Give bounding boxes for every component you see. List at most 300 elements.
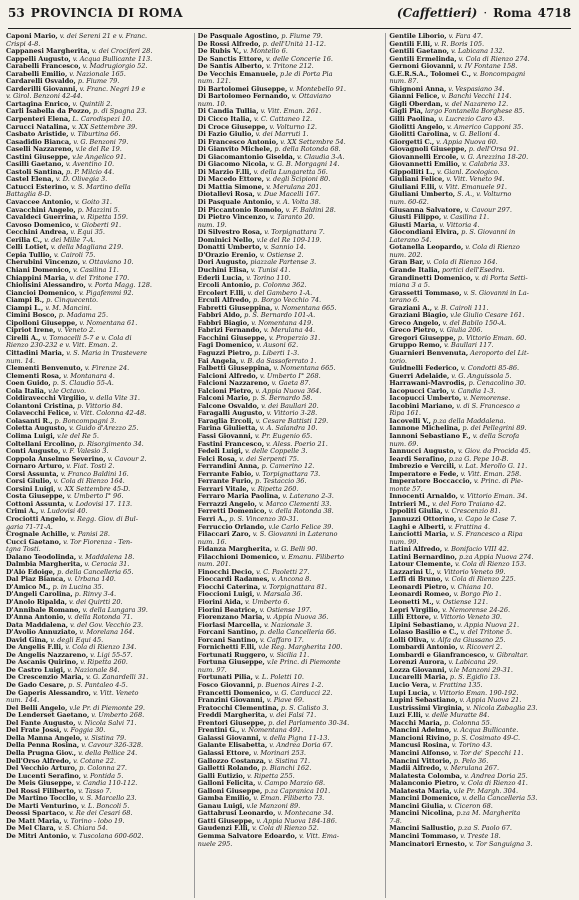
entry-address: num. 99. bbox=[389, 538, 419, 546]
directory-entry bbox=[389, 327, 573, 335]
directory-entry bbox=[389, 161, 573, 169]
entry-name: D'Orazio Erenio, bbox=[197, 251, 258, 259]
directory-entry bbox=[6, 267, 190, 275]
entry-address: v. Cola di Rienzo bbox=[465, 244, 520, 252]
entry-address: p.za M. Margherita bbox=[456, 810, 521, 818]
directory-entry bbox=[389, 705, 573, 713]
directory-entry bbox=[6, 131, 190, 139]
entry-address: p. in Lucina 35. bbox=[52, 583, 104, 591]
entry-name: Crociotti Angelo, bbox=[6, 516, 68, 523]
directory-entry bbox=[198, 259, 382, 267]
entry-name: Guerri Adelaide, bbox=[389, 372, 450, 380]
directory-entry bbox=[6, 124, 190, 132]
directory-entry bbox=[6, 508, 190, 516]
entry-name: Coltellani Ercolino, bbox=[6, 440, 77, 448]
entry-address: p. di Spagna 23. bbox=[93, 108, 147, 116]
entry-name: Ferraro Maria Paolina, bbox=[197, 493, 281, 501]
directory-entry bbox=[198, 41, 382, 49]
entry-name: Giuliani F.lli, bbox=[389, 183, 437, 191]
directory-entry bbox=[6, 795, 190, 803]
entry-address: v. Nomentana 665. bbox=[274, 304, 337, 312]
directory-entry bbox=[198, 773, 382, 781]
entry-address: v. Gibraltar. bbox=[489, 651, 529, 659]
entry-address: p. del Parlamento 30-34. bbox=[268, 719, 350, 727]
entry-address: v. Vespasiano 34. bbox=[448, 85, 505, 93]
directory-entry bbox=[6, 546, 190, 554]
entry-name: Gregori Giuseppe, bbox=[389, 334, 456, 342]
entry-name: D'Avolio Annuziato, bbox=[6, 629, 78, 637]
entry-address: v. Nomentana 61. bbox=[79, 319, 138, 327]
entry-address: largo Fontanella Borghese 85. bbox=[424, 108, 525, 116]
entry-address: v. G. Belloni 4. bbox=[452, 131, 500, 139]
entry-name: Di Mattia Simone, bbox=[197, 183, 265, 191]
entry-name: Lipini Sebastiano, bbox=[389, 621, 456, 629]
entry-name: Giolitti Carolina, bbox=[389, 131, 451, 139]
entry-address: p. Borgo Vecchio 74. bbox=[253, 297, 322, 305]
directory-entry bbox=[6, 425, 190, 433]
directory-entry bbox=[6, 342, 190, 350]
entry-address: v. Ripetta 260. bbox=[80, 659, 128, 667]
entry-address: v. XX Settembre 45-D. bbox=[57, 485, 131, 493]
entry-address: v. Ricoveri 2. bbox=[459, 644, 503, 652]
entry-address: v. Ostiense 121. bbox=[435, 599, 488, 607]
entry-address: v. Vitt. Veneto bbox=[92, 689, 139, 697]
directory-entry bbox=[389, 576, 573, 584]
entry-address: v. Vittorio Eman. 190-192. bbox=[432, 689, 519, 697]
entry-name: Di Piccantonio Romolo, bbox=[197, 206, 284, 214]
directory-entry bbox=[6, 139, 190, 147]
entry-address: v. dei Falsi 71. bbox=[269, 712, 317, 720]
directory-entry bbox=[198, 539, 382, 547]
entry-name: Crognale Achille, bbox=[6, 531, 69, 539]
entry-address: v. Ludovisi 40. bbox=[40, 508, 88, 516]
directory-entry bbox=[389, 765, 573, 773]
directory-entry bbox=[6, 810, 190, 818]
entry-name: Giovagnoli Giuseppe, bbox=[389, 146, 467, 154]
entry-address: v. G. Belli 90. bbox=[274, 546, 318, 554]
entry-name: Lolaso Basilio e C., bbox=[389, 629, 459, 637]
entry-address: v. Cola di Rienzo 164. bbox=[426, 259, 498, 267]
entry-address: v. Sistina 71. bbox=[268, 757, 311, 765]
entry-address: v. Merulana 267. bbox=[443, 765, 499, 773]
entry-address: v. Umberto I° 268. bbox=[259, 372, 321, 380]
directory-entry bbox=[389, 290, 573, 298]
entry-name: Fratocchi Clementina, bbox=[197, 704, 279, 712]
entry-name: Ciampi L., bbox=[6, 304, 44, 312]
entry-address: v. Maddalena 18. bbox=[78, 553, 135, 561]
entry-address: torio. bbox=[389, 357, 407, 365]
entry-name: Grassetti Tommaso, bbox=[389, 289, 462, 297]
entry-address: v. Goito 31. bbox=[74, 199, 112, 207]
entry-name: De Lucenti Serafino, bbox=[6, 772, 82, 780]
directory-entry bbox=[6, 259, 190, 267]
entry-name: Grandinetti Domenico, bbox=[389, 274, 473, 282]
directory-entry bbox=[198, 56, 382, 64]
directory-entry bbox=[6, 622, 190, 630]
entry-address: p.za della Maddalena. bbox=[432, 417, 506, 425]
directory-entry bbox=[389, 191, 573, 199]
entry-address: v. Giov. da Procida 45. bbox=[457, 448, 531, 456]
directory-entry bbox=[389, 818, 573, 826]
directory-entry bbox=[389, 139, 573, 147]
directory-entry bbox=[389, 712, 573, 720]
entry-address: v. Morinari 253. bbox=[253, 749, 306, 757]
directory-entry bbox=[389, 690, 573, 698]
entry-name: Ferrandini Anna, bbox=[197, 463, 260, 471]
directory-entry bbox=[389, 810, 573, 818]
entry-address: p. S. Bernardo 58. bbox=[252, 395, 313, 403]
directory-entry bbox=[6, 478, 190, 486]
directory-entry bbox=[6, 788, 190, 796]
entry-address: v. Marco Clementi 33. bbox=[258, 500, 332, 508]
entry-address: v. Ripetta 255. bbox=[247, 772, 295, 780]
entry-address: v.le Princ. di Piemonte bbox=[266, 659, 341, 667]
entry-name: Cherubini Vincenzo, bbox=[6, 259, 81, 267]
entry-address: v. F. Baldini 28. bbox=[285, 206, 336, 214]
entry-address: p. P. Milcio 44. bbox=[65, 168, 115, 176]
entry-address: v. Torpignattara 7. bbox=[264, 229, 325, 237]
entry-name: Imbrezio e Vercili, bbox=[389, 463, 457, 471]
directory-entry bbox=[198, 214, 382, 222]
entry-name: Fedeli Luigi, bbox=[197, 448, 243, 456]
entry-name: Fabretti Giuseppina, bbox=[197, 304, 273, 312]
directory-entry bbox=[198, 833, 382, 841]
directory-entry bbox=[6, 448, 190, 456]
directory-entry bbox=[198, 478, 382, 486]
entry-name: Filaccari Zaro, bbox=[197, 531, 251, 539]
entry-name: Di Gianvito Michele, bbox=[197, 146, 273, 154]
entry-address: v. delle Muratte 84. bbox=[424, 712, 490, 720]
directory-entry bbox=[389, 108, 573, 116]
directory-entry bbox=[389, 561, 573, 569]
entry-address: p. Liberti 1-3. bbox=[254, 349, 300, 357]
entry-name: Castoli Santina, bbox=[6, 168, 64, 176]
entry-address: v. Ausoni 62. bbox=[256, 342, 299, 350]
entry-name: Giusti Maria, bbox=[389, 221, 438, 229]
directory-entry bbox=[389, 252, 573, 260]
entry-name: Ieardi Serafino, bbox=[389, 455, 447, 463]
entry-address: v. Nomentana 665. bbox=[273, 365, 336, 373]
entry-address: v. Boncompagni bbox=[473, 70, 526, 78]
directory-entry bbox=[6, 373, 190, 381]
entry-name: Corsini Luigi, bbox=[6, 485, 56, 493]
entry-name: Forcani Santino, bbox=[197, 636, 258, 644]
directory-entry bbox=[198, 403, 382, 411]
entry-address: v. Acqua Bullicante. bbox=[453, 727, 519, 735]
directory-entry bbox=[389, 788, 573, 796]
entry-name: Falconi Mario, bbox=[197, 395, 251, 403]
entry-name: Coletta Augusto, bbox=[6, 425, 67, 433]
entry-name: Giuliani Felice, bbox=[389, 176, 445, 184]
entry-name: Lorenzi Aurora, bbox=[389, 659, 447, 667]
entry-name: Mancini Tommaso, bbox=[389, 832, 459, 840]
entry-name: Caponi Mario, bbox=[6, 33, 58, 40]
entry-address: p. S. Pantaleo 4-5. bbox=[68, 682, 128, 690]
entry-name: Galante Elisabetta, bbox=[197, 742, 268, 750]
column-right bbox=[385, 33, 573, 898]
entry-name: Dori Augusto, bbox=[197, 259, 249, 267]
directory-entry bbox=[389, 727, 573, 735]
directory-entry bbox=[389, 607, 573, 615]
entry-name: Fioccioni Luigi, bbox=[197, 591, 255, 599]
directory-entry bbox=[6, 365, 190, 373]
directory-entry bbox=[6, 667, 190, 675]
entry-name: Cepia Tullio, bbox=[6, 251, 52, 259]
entry-name: Gruppo Remo, bbox=[389, 342, 442, 350]
entry-name: Gotanella Leopardo, bbox=[389, 244, 464, 252]
entry-address: num. 16. bbox=[197, 538, 227, 546]
directory-entry bbox=[6, 116, 190, 124]
columns bbox=[6, 33, 573, 898]
entry-address: p.za G. Pepe 10-B. bbox=[448, 455, 509, 463]
entry-address: p. S. Bernardo 101-A. bbox=[244, 312, 316, 320]
entry-address: num. 97. bbox=[197, 666, 227, 674]
entry-name: Carucci Natalina, bbox=[6, 123, 70, 131]
entry-address: v. Gianl. Zoologico. bbox=[437, 168, 500, 176]
directory-entry bbox=[389, 207, 573, 215]
directory-entry bbox=[198, 395, 382, 403]
directory-entry bbox=[6, 803, 190, 811]
entry-address: v. G. B. Morgagni 14. bbox=[269, 161, 340, 169]
directory-entry bbox=[389, 41, 573, 49]
entry-address: num. 69. bbox=[389, 440, 419, 448]
entry-name: Catucci Esterino, bbox=[6, 183, 69, 191]
directory-entry bbox=[6, 690, 190, 698]
column-left bbox=[6, 33, 190, 898]
directory-entry bbox=[198, 131, 382, 139]
entry-address: p. della Cancelleria 65. bbox=[57, 568, 134, 576]
entry-address: v. Vitt. Ema- bbox=[299, 832, 339, 840]
directory-entry bbox=[6, 818, 190, 826]
entry-name: Gaudenzi F.lli, bbox=[197, 825, 250, 833]
directory-entry bbox=[389, 320, 573, 328]
entry-name: Laghi e Alberti, bbox=[389, 523, 446, 531]
entry-name: Cavaldeci Guerrina, bbox=[6, 214, 79, 222]
directory-entry bbox=[389, 373, 573, 381]
directory-entry bbox=[6, 184, 190, 192]
directory-entry bbox=[198, 735, 382, 743]
header-separator: · bbox=[483, 6, 488, 20]
entry-name: Cavaccee Antonio, bbox=[6, 199, 73, 207]
entry-name: Forcani Santino, bbox=[197, 629, 258, 637]
directory-entry bbox=[389, 531, 573, 539]
entry-address: p. dell'Unità 11-12. bbox=[262, 40, 326, 48]
directory-entry bbox=[6, 48, 190, 56]
entry-address: p. S. Vincenzo 30-31. bbox=[229, 516, 299, 523]
directory-entry bbox=[389, 395, 573, 403]
entry-address: v. Foggia 30. bbox=[63, 727, 106, 735]
directory-entry bbox=[389, 546, 573, 554]
directory-entry bbox=[389, 508, 573, 516]
entry-name: De Marti Venturino, bbox=[6, 802, 79, 810]
entry-address: v. Equi 35. bbox=[70, 229, 105, 237]
entry-name: Duchini Elisa, bbox=[197, 266, 249, 274]
entry-name: Celli Lotiet, bbox=[6, 244, 49, 252]
entry-address: v. Ottaviano bbox=[291, 93, 331, 101]
entry-address: v. Re dei Cesari 68. bbox=[68, 810, 133, 818]
entry-name: Gentili Gaetano, bbox=[389, 48, 449, 56]
directory-entry bbox=[389, 418, 573, 426]
directory-entry bbox=[6, 773, 190, 781]
directory-entry bbox=[389, 644, 573, 652]
entry-address: v. Crescenzio 81. bbox=[444, 508, 501, 516]
entry-name: Malatesta Colomba, bbox=[389, 772, 463, 780]
entry-address: v. Cairoli 75. bbox=[53, 251, 96, 259]
entry-address: v. Alfa da Giussano 25. bbox=[430, 636, 506, 644]
entry-address: v. Torino 110. bbox=[246, 274, 291, 282]
entry-name: Giovannelli Ercole, bbox=[389, 153, 459, 161]
entry-address: p. Madama 25. bbox=[58, 312, 108, 320]
entry-name: Cappelli Augusto, bbox=[6, 55, 71, 63]
entry-address: p. Colonna 55. bbox=[444, 719, 492, 727]
entry-address: v. degli Scipioni 80. bbox=[265, 176, 331, 184]
directory-entry bbox=[198, 282, 382, 290]
entry-address: v. Panisi 28. bbox=[70, 531, 110, 539]
directory-entry bbox=[6, 176, 190, 184]
entry-address: v. Cola di Rienzo 274. bbox=[458, 55, 530, 63]
entry-name: Ferrante Fabio, bbox=[197, 470, 254, 478]
directory-entry bbox=[198, 765, 382, 773]
directory-entry bbox=[198, 169, 382, 177]
entry-address: num. 87. bbox=[389, 78, 419, 86]
entry-address: v. Borgo Pio 1. bbox=[453, 591, 502, 599]
entry-address: v. del Tritone 5. bbox=[460, 629, 513, 637]
directory-entry bbox=[6, 584, 190, 592]
entry-name: Fabrizi Fernando, bbox=[197, 327, 262, 335]
directory-entry bbox=[6, 78, 190, 86]
entry-address: v. Vittoria 4. bbox=[439, 221, 480, 229]
directory-entry bbox=[6, 395, 190, 403]
entry-address: v.le Angelico 91. bbox=[72, 153, 127, 161]
entry-name: Fornichetti F.lli, bbox=[197, 644, 257, 652]
directory-entry bbox=[389, 237, 573, 245]
entry-name: Ferri A., bbox=[197, 516, 228, 523]
directory-entry bbox=[6, 191, 190, 199]
entry-name: Chiani Domenico, bbox=[6, 266, 71, 274]
directory-entry bbox=[389, 674, 573, 682]
entry-name: D'Amico M., bbox=[6, 583, 51, 591]
entry-address: v. G. Benzoni 79. bbox=[73, 138, 129, 146]
entry-name: Cottoni Assunta, bbox=[6, 500, 67, 508]
entry-address: v. Bonifacio VIII 42. bbox=[444, 546, 509, 554]
entry-name: Carli Isabella da Pozzo, bbox=[6, 108, 92, 116]
entry-name: Latour Clemente, bbox=[389, 561, 453, 569]
entry-address: v. Andrea Doria 67. bbox=[269, 742, 333, 750]
directory-entry bbox=[198, 380, 382, 388]
entry-name: De Rubis V., bbox=[197, 48, 242, 56]
directory-entry bbox=[389, 305, 573, 313]
directory-entry bbox=[389, 750, 573, 758]
directory-entry bbox=[198, 373, 382, 381]
entry-address: v. Vittorio Veneto 30. bbox=[433, 614, 502, 622]
entry-address: v. Nazionale 3. bbox=[264, 621, 313, 629]
entry-address: v. IV Fontane 158. bbox=[457, 63, 518, 71]
directory-entry bbox=[6, 56, 190, 64]
entry-address: v. Princ. di Pie- bbox=[473, 478, 524, 486]
entry-name: Frentori Giuseppe, bbox=[197, 719, 267, 727]
directory-entry bbox=[6, 705, 190, 713]
city-label: Roma bbox=[493, 6, 532, 20]
directory-entry bbox=[6, 833, 190, 841]
entry-address: p.za Capranica 101. bbox=[264, 787, 331, 795]
directory-entry bbox=[198, 607, 382, 615]
entry-name: Madii Alfredo, bbox=[389, 765, 442, 773]
directory-entry bbox=[198, 795, 382, 803]
entry-name: Faguzzi Pietro, bbox=[197, 349, 253, 357]
directory-entry bbox=[198, 229, 382, 237]
directory-entry bbox=[389, 71, 573, 79]
entry-address: v. della Lungara 39. bbox=[82, 606, 148, 614]
directory-entry bbox=[6, 229, 190, 237]
entry-address: v. Condotti 85-86. bbox=[460, 365, 520, 373]
entry-address: v.le del Re 109-119. bbox=[256, 236, 322, 244]
directory-entry bbox=[389, 697, 573, 705]
directory-entry bbox=[6, 591, 190, 599]
entry-address: v. Aventino 10. bbox=[65, 161, 115, 169]
entry-name: Felci Rosa, bbox=[197, 455, 238, 463]
entry-name: Cittadini Maria, bbox=[6, 349, 65, 357]
directory-entry bbox=[198, 614, 382, 622]
entry-address: p. Vittorio 84. bbox=[77, 402, 123, 410]
entry-name: Gilli Paolina, bbox=[389, 116, 437, 124]
directory-entry bbox=[198, 697, 382, 705]
entry-name: Innocenti Arnaldo, bbox=[389, 493, 458, 501]
entry-name: Leonardi Romeo, bbox=[389, 591, 452, 599]
directory-entry bbox=[198, 161, 382, 169]
directory-entry bbox=[6, 524, 190, 532]
entry-name: Fiocchi Caterina, bbox=[197, 583, 261, 591]
directory-entry bbox=[389, 486, 573, 494]
entry-address: v. Appia Nuova 21. bbox=[459, 697, 522, 705]
directory-entry bbox=[6, 531, 190, 539]
directory-entry bbox=[6, 697, 190, 705]
directory-entry bbox=[6, 207, 190, 215]
entry-name: De Lenderset Gaetano, bbox=[6, 712, 90, 720]
directory-entry bbox=[389, 101, 573, 109]
directory-entry bbox=[198, 327, 382, 335]
entry-address: v. XX Settembre 39. bbox=[71, 123, 138, 131]
entry-name: Filacchioni Domenico, bbox=[197, 553, 280, 561]
entry-name: Luzi F.lli, bbox=[389, 712, 423, 720]
directory-entry bbox=[389, 358, 573, 366]
entry-name: Gianni Felice, bbox=[389, 93, 440, 101]
directory-entry bbox=[198, 290, 382, 298]
directory-entry bbox=[6, 297, 190, 305]
entry-address: v. Nemorense. bbox=[463, 395, 511, 403]
directory-entry bbox=[389, 93, 573, 101]
entry-address: nuele 295. bbox=[197, 840, 233, 848]
entry-address: v. Tor Fiorenza - Ten- bbox=[63, 538, 133, 546]
entry-address: v. C. Cattaneo 12. bbox=[253, 116, 313, 124]
entry-name: Colima Luigi, bbox=[6, 432, 55, 440]
directory-entry bbox=[198, 727, 382, 735]
directory-entry bbox=[198, 358, 382, 366]
entry-name: Dal Piaz Bianca, bbox=[6, 576, 66, 584]
entry-address: v. Cesare Battisti 129. bbox=[255, 417, 329, 425]
entry-address: v. delle Concerie 16. bbox=[265, 55, 333, 63]
entry-name: Latini Alfredo, bbox=[389, 546, 443, 554]
entry-address: v. Lat. Merollo G. 11. bbox=[458, 463, 528, 471]
directory-entry bbox=[389, 410, 573, 418]
directory-entry bbox=[389, 478, 573, 486]
entry-address: p. Fiume 79. bbox=[281, 33, 323, 40]
entry-address: v. Marsala 36. bbox=[256, 591, 303, 599]
directory-entry bbox=[198, 237, 382, 245]
directory-entry bbox=[389, 244, 573, 252]
entry-address: v. della Pellice 24. bbox=[78, 749, 138, 757]
entry-name: Di Macedo Ettore, bbox=[197, 176, 264, 184]
entry-address: tgna Tosti. bbox=[6, 546, 41, 554]
